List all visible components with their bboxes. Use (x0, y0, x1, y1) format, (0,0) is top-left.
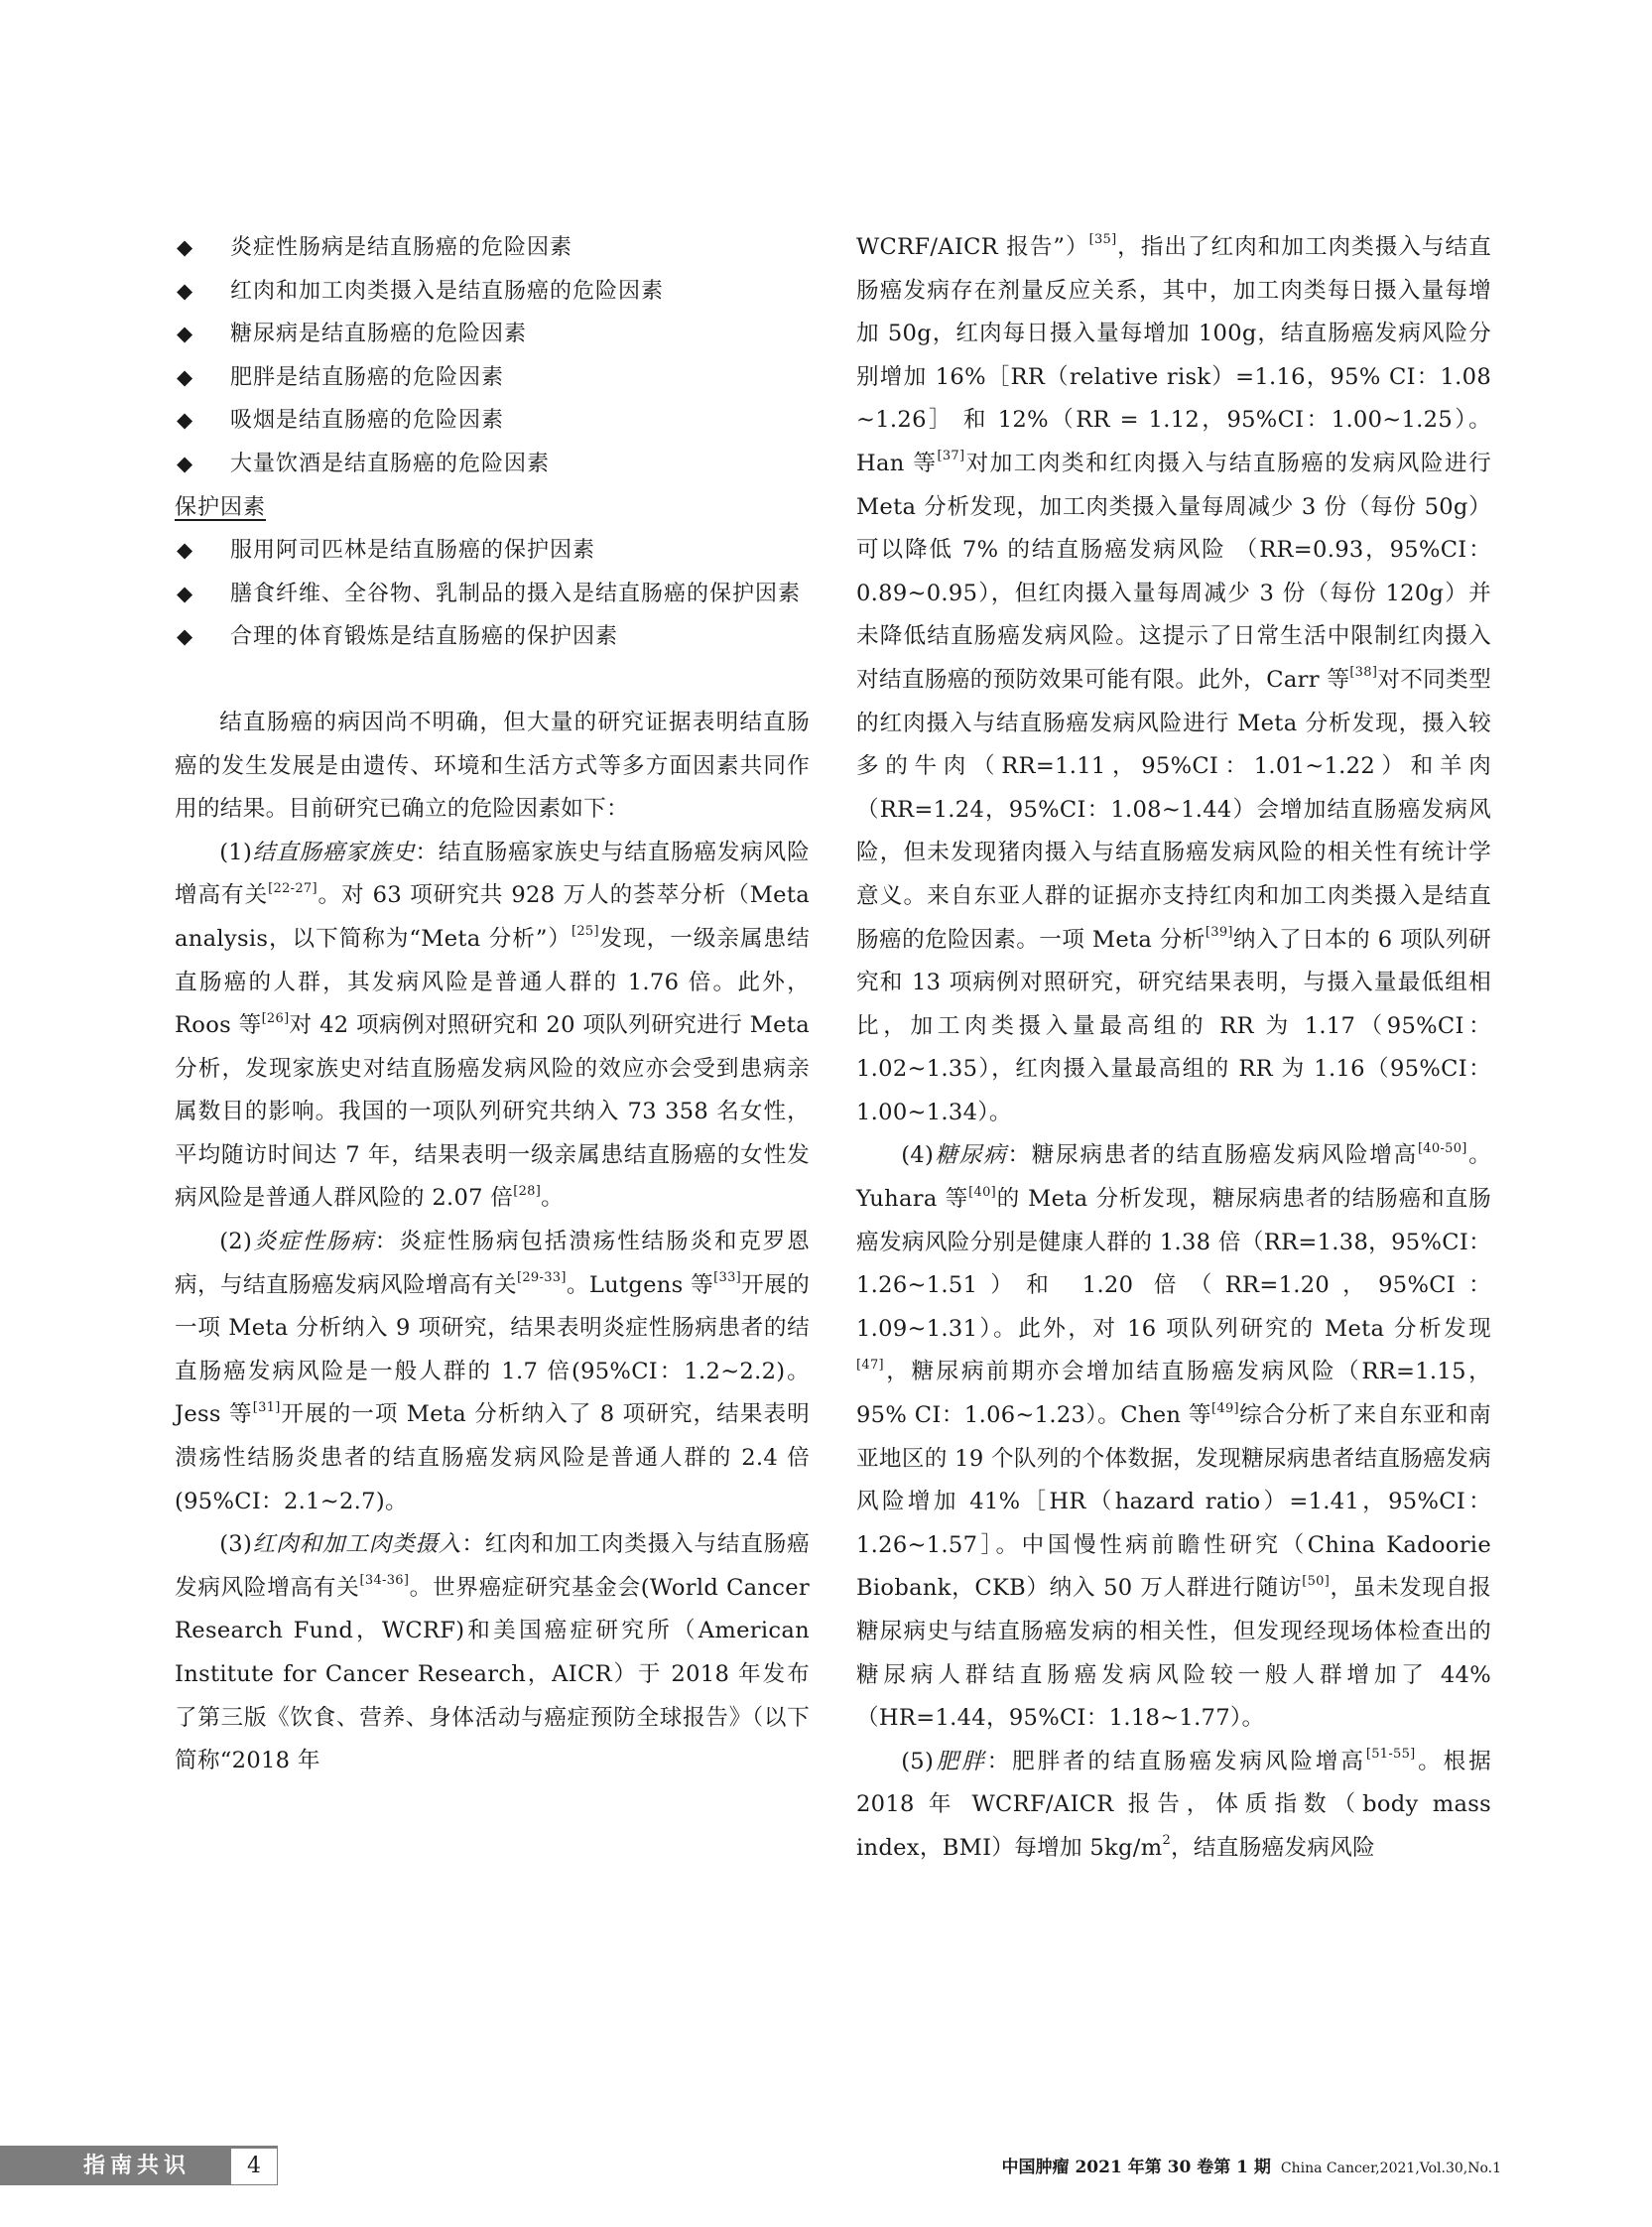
citation-ref: [35] (1088, 232, 1117, 248)
paragraph-text: 开展的一项 Meta 分析纳入了 8 项研究，结果表明溃疡性结肠炎患者的结直肠癌发病风险是普通人群的 2.4 倍(95%CI：2.1~2.7)。 (175, 1401, 810, 1514)
body-paragraph (856, 226, 1491, 1134)
protective-factor-text: 合理的体育锻炼是结直肠癌的保护因素 (230, 624, 619, 650)
diamond-bullet-icon: ◆ (177, 451, 193, 475)
citation-ref: [40-50] (1417, 1140, 1467, 1156)
journal-citation (1002, 2153, 1501, 2177)
citation-ref: [49] (1211, 1400, 1239, 1416)
left-body-text (175, 702, 810, 1783)
paragraph-text: ：炎症性肠病包括溃疡性结肠炎和克罗恩病，与结直肠癌发病风险增高有关 (175, 1229, 811, 1298)
paragraph-text: (2) (219, 1229, 253, 1255)
paragraph-text: 。根据 2018 年 WCRF/AICR 报告，体质指数（body mass index，BMI）每增加 5kg/m (856, 1748, 1491, 1861)
body-paragraph (856, 1741, 1491, 1871)
body-paragraph (175, 832, 810, 1221)
citation-ref: [25] (571, 924, 599, 940)
risk-factor-item (175, 226, 810, 270)
risk-factor-item (175, 356, 810, 400)
diamond-bullet-icon: ◆ (177, 235, 193, 259)
paragraph-text: ，结直肠癌发病风险 (1171, 1834, 1376, 1861)
citation-ref: [47] (856, 1357, 884, 1373)
diamond-bullet-icon: ◆ (177, 364, 193, 389)
protective-factor-text: 膳食纤维、全谷物、乳制品的摄入是结直肠癌的保护因素 (230, 581, 802, 606)
paragraph-text: WCRF/AICR 报告”） (856, 234, 1089, 260)
paragraph-text: 对加工肉类和红肉摄入与结直肠癌的发病风险进行 Meta 分析发现，加工肉类摄入量每周减少 3 份（每份 50g）可以降低 7% 的结直肠癌发病风险 （RR=0.93，95%CI：0.89~0.95），但红肉摄入量每周减少 3 份（每份 120g）并未降低结直肠癌发病风险。这提示了日常生活中限制红肉摄入对结直肠癌的预防效果可能有限。此外，Carr 等 (856, 450, 1491, 693)
citation-ref: [31] (252, 1399, 281, 1415)
paragraph-text: ，指出了红肉和加工肉类摄入与结直肠癌发病存在剂量反应关系，其中，加工肉类每日摄入量每增加 50g，红肉每日摄入量每增加 100g，结直肠癌发病风险分别增加 16%［RR（relative risk）=1.16，95% CI：1.08 ~1.26］ 和 12%（RR = 1.12，95%CI：1.00~1.25）。Han 等 (856, 234, 1491, 476)
diamond-bullet-icon: ◆ (177, 624, 193, 649)
journal-name-chinese: 中国肿瘤 2021 年第 30 卷第 1 期 (1001, 2158, 1271, 2177)
protective-factor-list (175, 529, 810, 659)
protective-factor-item (175, 573, 810, 616)
paragraph-text: ，糖尿病前期亦会增加结直肠癌发病风险（RR=1.15，95% CI：1.06~1.23）。Chen 等 (856, 1359, 1491, 1429)
risk-factor-text: 肥胖是结直肠癌的危险因素 (230, 364, 505, 390)
diamond-bullet-icon: ◆ (177, 278, 193, 303)
left-column (175, 226, 810, 1783)
protective-factors-heading: 保护因素 (175, 494, 267, 520)
citation-ref: [38] (1349, 665, 1378, 681)
paragraph-text: ，虽未发现自报糖尿病史与结直肠癌发病的相关性，但发现经现场体检查出的糖尿病人群结直肠癌发病风险较一般人群增加了 44%（HR=1.44，95%CI：1.18~1.77）。 (856, 1575, 1491, 1732)
page-number: 4 (230, 2148, 278, 2185)
diamond-bullet-icon: ◆ (177, 408, 193, 433)
risk-factor-text: 大量饮酒是结直肠癌的危险因素 (230, 451, 551, 476)
footer-section-label: 指南共识 (83, 2154, 191, 2178)
paragraph-lead-term: 炎症性肠病 (252, 1229, 375, 1255)
paragraph-lead-term: 糖尿病 (934, 1142, 1008, 1169)
paragraph-text: 。 (541, 1185, 564, 1212)
diamond-bullet-icon: ◆ (177, 322, 193, 346)
citation-ref: [40] (968, 1184, 997, 1200)
risk-factor-item (175, 443, 810, 486)
risk-factor-text: 红肉和加工肉类摄入是结直肠癌的危险因素 (230, 278, 665, 304)
paragraph-text: 开展的一项 Meta 分析纳入 9 项研究，结果表明炎症性肠病患者的结直肠癌发病风险是一般人群的 1.7 倍(95%CI：1.2~2.2)。Jess 等 (175, 1271, 811, 1428)
body-paragraph (856, 1134, 1491, 1740)
citation-ref: [37] (937, 449, 965, 464)
citation-ref: [29-33] (516, 1270, 567, 1286)
citation-ref: [50] (1302, 1573, 1331, 1589)
paragraph-text: (1) (219, 839, 253, 865)
risk-factor-item (175, 399, 810, 443)
journal-name-english: China Cancer,2021,Vol.30,No.1 (1280, 2161, 1501, 2176)
protective-factor-item (175, 615, 810, 659)
paragraph-text: 。Lutgens 等 (566, 1271, 714, 1298)
section-gap (175, 659, 810, 702)
paragraph-text: 纳入了日本的 6 项队列研究和 13 项病例对照研究，研究结果表明，与摄入量最低组相比，加工肉类摄入量最高组的 RR 为 1.17（95%CI：1.02~1.35），红肉摄入量最高组的 RR 为 1.16（95%CI：1.00~1.34）。 (856, 926, 1491, 1125)
paragraph-text: (3) (219, 1531, 253, 1558)
paragraph-text: 的 Meta 分析发现，糖尿病患者的结肠癌和直肠癌发病风险分别是健康人群的 1.38 倍（RR=1.38，95%CI：1.26~1.51）和 1.20 倍（RR=1.20，95%CI：1.09~1.31）。此外，对 16 项队列研究的 Meta 分析发现 (856, 1186, 1491, 1342)
citation-ref: [26] (261, 1010, 290, 1026)
right-body-text (856, 226, 1491, 1871)
citation-ref: [28] (513, 1183, 542, 1199)
risk-factor-text: 炎症性肠病是结直肠癌的危险因素 (230, 235, 573, 260)
risk-factor-text: 糖尿病是结直肠癌的危险因素 (230, 322, 528, 347)
paragraph-text: 对不同类型的红肉摄入与结直肠癌发病风险进行 Meta 分析发现，摄入较多的牛肉（RR=1.11，95%CI：1.01~1.22）和羊肉（RR=1.24，95%CI：1.08~1.44）会增加结直肠癌发病风险，但未发现猪肉摄入与结直肠癌发病风险的相关性有统计学意义。来自东亚人群的证据亦支持红肉和加工肉类摄入是结直肠癌的危险因素。一项 Meta 分析 (856, 666, 1491, 953)
citation-ref: [22-27] (268, 880, 318, 896)
body-paragraph (175, 702, 810, 832)
risk-factor-list (175, 226, 810, 486)
diamond-bullet-icon: ◆ (177, 538, 193, 563)
right-column (856, 226, 1491, 1871)
paragraph-text: ：糖尿病患者的结直肠癌发病风险增高 (1007, 1142, 1418, 1169)
paragraph-text: 对 42 项病例对照研究和 20 项队列研究进行 Meta 分析，发现家族史对结直肠癌发病风险的效应亦会受到患病亲属数目的影响。我国的一项队列研究共纳入 73 358 名女性，平均随访时间达 7 年，结果表明一级亲属患结直肠癌的女性发病风险是普通人群风险的 2.07 倍 (175, 1012, 810, 1212)
citation-ref: [39] (1205, 924, 1233, 940)
paragraph-text: 综合分析了来自东亚和南亚地区的 19 个队列的个体数据，发现糖尿病患者结直肠癌发病风险增加 41%［HR（hazard ratio）=1.41，95%CI：1.26~1.57］。中国慢性病前瞻性研究（China Kadoorie Biobank，CKB）纳入 50 万人群进行随访 (856, 1402, 1491, 1602)
citation-ref: [51-55] (1365, 1747, 1416, 1763)
protective-factor-text: 服用阿司匹林是结直肠癌的保护因素 (230, 538, 596, 564)
paragraph-lead-term: 结直肠癌家族史 (252, 839, 416, 865)
risk-factor-text: 吸烟是结直肠癌的危险因素 (230, 408, 505, 434)
paragraph-text: 结直肠癌的病因尚不明确，但大量的研究证据表明结直肠癌的发生发展是由遗传、环境和生活方式等多方面因素共同作用的结果。目前研究已确立的危险因素如下： (175, 709, 810, 823)
citation-ref: [34-36] (359, 1573, 410, 1589)
risk-factor-item (175, 270, 810, 314)
paragraph-text: ：结直肠癌家族史与结直肠癌发病风险增高有关 (175, 839, 810, 909)
paragraph-lead-term: 红肉和加工肉类摄入 (252, 1531, 462, 1558)
body-paragraph (175, 1221, 810, 1523)
citation-ref: 2 (1162, 1833, 1172, 1849)
paragraph-text: 。世界癌症研究基金会(World Cancer Research Fund，WCRF)和美国癌症研究所（American Institute for Cancer Research，AICR）于 2018 年发布了第三版《饮食、营养、身体活动与癌症预防全球报告》（以下简称“2018 年 (175, 1574, 810, 1774)
protective-factor-item (175, 529, 810, 573)
paragraph-text: ：红肉和加工肉类摄入与结直肠癌发病风险增高有关 (175, 1531, 810, 1601)
diamond-bullet-icon: ◆ (177, 581, 193, 605)
paragraph-text: (5) (901, 1748, 935, 1774)
citation-ref: [33] (713, 1270, 742, 1286)
paragraph-text: ：肥胖者的结直肠癌发病风险增高 (986, 1748, 1366, 1774)
paragraph-lead-term: 肥胖 (934, 1748, 987, 1774)
paragraph-text: 。Yuhara 等 (856, 1142, 1491, 1213)
body-paragraph (175, 1523, 810, 1783)
paragraph-text: (4) (901, 1142, 935, 1169)
paragraph-text: 。对 63 项研究共 928 万人的荟萃分析（Meta analysis，以下简称为“Meta 分析”） (175, 882, 810, 952)
paragraph-text: 发现，一级亲属患结直肠癌的人群，其发病风险是普通人群的 1.76 倍。此外，Roos 等 (175, 925, 811, 1039)
risk-factor-item (175, 313, 810, 356)
